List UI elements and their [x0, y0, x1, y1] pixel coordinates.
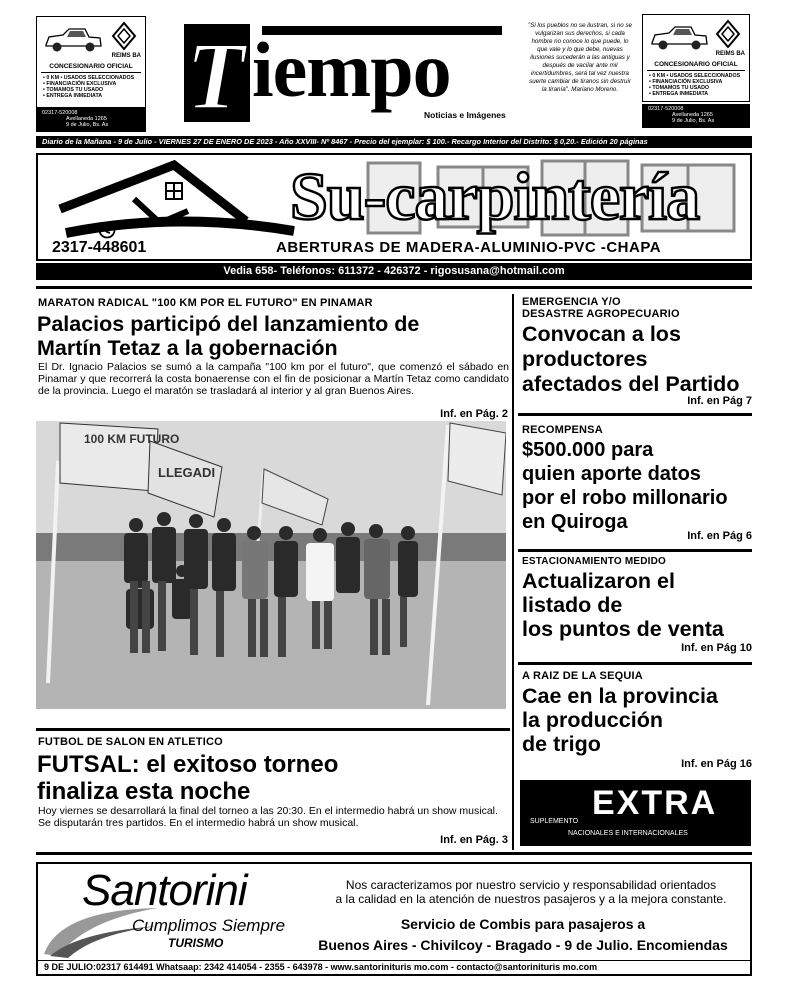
dealer-item: • TOMAMOS TU USADO — [43, 87, 104, 93]
pickup-truck-icon — [43, 25, 103, 55]
dealer-label: CONCESIONARIO OFICIAL — [647, 61, 745, 71]
masthead-initial: T — [186, 22, 243, 129]
side-headline-line: Actualizaron el — [522, 569, 675, 593]
futsal-headline-line: finaliza esta noche — [37, 778, 251, 805]
dealer-items — [43, 75, 134, 99]
masthead-title: iempo — [252, 26, 451, 113]
dealer-city: 9 de Julio, Bs. As — [66, 122, 109, 128]
dealer-item: • 0 KM • USADOS SELECCIONADOS — [649, 73, 741, 79]
side-headline-line: afectados del Partido — [522, 372, 740, 396]
side-headline-line: la producción — [522, 708, 663, 732]
santorini-footer: 9 DE JULIO:02317 614491 Whatsaap: 2342 414054 - 2355 - 643978 - www.santorinituris mo.com - contacto@santorinituris mo.com — [38, 960, 750, 974]
santorini-service-line: Buenos Aires - Chivilcoy - Bragado - 9 de Julio. Encomiendas — [318, 937, 728, 953]
santorini-service — [300, 914, 746, 956]
rule — [36, 852, 752, 855]
side-kicker: A RAIZ DE LA SEQUIA — [522, 670, 643, 682]
side-page-ref: Inf. en Pág 6 — [687, 530, 752, 542]
side-headline-line: Convocan a los — [522, 322, 681, 346]
futsal-page-ref: Inf. en Pág. 3 — [440, 834, 508, 846]
lead-body: El Dr. Ignacio Palacios se sumó a la campaña "100 km por el futuro", que comenzó el sábado en Pinamar y que recorrerá la costa bonaerense con el fin de posicionar a Martín Tetaz como candidato de la provincia. Luego el maratón se trasladará al interior y al gran Buenos Aires. — [38, 361, 509, 397]
ad-carpinteria-phone: 2317-448601 — [52, 239, 147, 256]
side-headline-line: productores — [522, 347, 648, 371]
renault-logo-icon — [111, 21, 137, 51]
futsal-body: Hoy viernes se desarrollará la final del torneo a las 20:30. En el intermedio habrá un show musical. Se disputarán tres partidos. En el intermedio habrá un show musical. — [38, 805, 498, 829]
dealer-item: • ENTREGA INMEDIATA — [649, 91, 709, 97]
ad-carpinteria-title: Su-carpintería — [290, 158, 700, 234]
lead-page-ref: Inf. en Pág. 2 — [440, 408, 508, 420]
side-story-4 — [522, 670, 754, 756]
santorini-slogan: Cumplimos Siempre — [132, 916, 286, 935]
side-story-1 — [522, 296, 754, 397]
whatsapp-icon — [98, 221, 116, 239]
side-headline-line: listado de — [522, 593, 623, 617]
dealer-address: Avellaneda 1265 — [672, 112, 713, 118]
rule — [36, 728, 510, 731]
side-headline — [522, 569, 754, 641]
dealer-phone: 02317-520008 — [648, 106, 684, 112]
dealer-phone: 02317-520008 — [42, 110, 78, 116]
lead-kicker: MARATON RADICAL "100 KM POR EL FUTURO" EN PINAMAR — [38, 297, 373, 309]
lead-headline-line: Martín Tetaz a la gobernación — [37, 336, 338, 360]
dealer-item: • FINANCIACIÓN EXCLUSIVA — [43, 81, 117, 87]
side-headline — [522, 322, 754, 397]
side-kicker: ESTACIONAMIENTO MEDIDO — [522, 556, 667, 567]
side-headline-line: $500.000 para — [522, 439, 654, 461]
santorini-text — [316, 878, 746, 906]
dealer-contact-right — [642, 104, 750, 128]
side-page-ref: Inf. en Pág 16 — [681, 758, 752, 770]
pickup-truck-icon — [649, 23, 709, 53]
dealer-item: • FINANCIACIÓN EXCLUSIVA — [649, 79, 723, 85]
extra-label: SUPLEMENTO — [530, 818, 579, 825]
masthead-quote: "Si los pueblos no se ilustran, si no se vulgarizan sus derechos, si cada hombre no conoce lo que puede, lo que vale y lo que debe, nuevas ilusiones sucederán a las antiguas y después de vacilar ante mil incertidumbres, será tal vez nuestra suerte cambiar de tiranos sin destruir la tiranía". Mariano Moreno. — [528, 22, 633, 93]
lead-photo — [36, 421, 506, 709]
rule — [36, 286, 752, 289]
side-page-ref: Inf. en Pág 7 — [687, 395, 752, 407]
side-headline-line: los puntos de venta — [522, 617, 724, 641]
lead-headline — [37, 312, 512, 360]
rule — [518, 549, 752, 552]
santorini-kind: TURISMO — [168, 936, 224, 950]
side-page-ref: Inf. en Pág 10 — [681, 642, 752, 654]
rule — [518, 662, 752, 665]
futsal-headline — [37, 751, 512, 805]
santorini-name: Santorini — [82, 866, 247, 915]
dealer-items — [649, 73, 740, 97]
flag-1-text: 100 KM FUTURO — [84, 432, 180, 446]
dealer-ad-left — [36, 16, 146, 108]
side-kicker: EMERGENCIA Y/O — [522, 296, 621, 308]
rule — [518, 413, 752, 416]
side-story-3 — [522, 556, 754, 641]
santorini-text-line: a la calidad en la atención de nuestros pasajeros y a la mejora constante. — [335, 892, 727, 906]
santorini-ad — [36, 862, 752, 976]
extra-supplement-box — [520, 780, 751, 846]
dateline: Diario de la Mañana - 9 de Julio - VIERNES 27 DE ENERO DE 2023 - Año XXVIII- Nº 8467 - Precio del ejemplar: $ 100.- Recargo Interior del Distrito: $ 0,20.- Edición 20 páginas — [36, 136, 752, 148]
dealer-brand-name: REIMS BA — [111, 53, 141, 59]
renault-logo-icon — [715, 19, 741, 49]
masthead-subtitle: Noticias e Imágenes — [424, 110, 506, 120]
dealer-label: CONCESIONARIO OFICIAL — [41, 63, 141, 73]
dealer-contact-left — [36, 108, 146, 132]
side-headline-line: quien aporte datos — [522, 463, 701, 485]
dealer-city: 9 de Julio, Bs. As — [672, 118, 715, 124]
column-divider — [512, 294, 514, 850]
side-headline-line: de trigo — [522, 732, 601, 756]
side-headline — [522, 684, 754, 756]
lead-headline-line: Palacios participó del lanzamiento de — [37, 312, 420, 336]
dealer-item: • 0 KM • USADOS SELECCIONADOS — [43, 75, 135, 81]
dealer-item: • TOMAMOS TU USADO — [649, 85, 710, 91]
ad-carpinteria-contact: Vedia 658- Teléfonos: 611372 - 426372 - rigosusana@hotmail.com — [36, 263, 752, 280]
extra-subtitle: NACIONALES E INTERNACIONALES — [568, 830, 688, 837]
side-headline-line: en Quiroga — [522, 511, 628, 533]
futsal-headline-line: FUTSAL: el exitoso torneo — [37, 751, 339, 778]
extra-title: EXTRA — [592, 784, 718, 822]
carpinteria-ad — [36, 153, 752, 261]
dealer-ad-right — [642, 14, 750, 102]
side-kicker: RECOMPENSA — [522, 424, 603, 436]
dealer-brand-name: REIMS BA — [715, 51, 745, 57]
santorini-text-line: Nos caracterizamos por nuestro servicio y responsabilidad orientados — [345, 878, 717, 892]
house-roof-icon — [56, 159, 296, 243]
santorini-service-line: Servicio de Combis para pasajeros a — [400, 916, 646, 932]
beach-group-photo — [36, 421, 506, 709]
futsal-kicker: FUTBOL DE SALON EN ATLETICO — [38, 736, 223, 748]
flag-2-text: LLEGADI — [158, 465, 216, 480]
side-headline-line: por el robo millonario — [522, 487, 728, 509]
ad-carpinteria-subtitle: ABERTURAS DE MADERA-ALUMINIO-PVC -CHAPA — [276, 239, 662, 256]
side-headline — [522, 438, 754, 534]
dealer-item: • ENTREGA INMEDIATA — [43, 93, 103, 99]
dealer-address: Avellaneda 1265 — [66, 116, 107, 122]
side-story-2 — [522, 424, 754, 534]
side-kicker: DESASTRE AGROPECUARIO — [522, 308, 680, 320]
side-headline-line: Cae en la provincia — [522, 684, 718, 708]
